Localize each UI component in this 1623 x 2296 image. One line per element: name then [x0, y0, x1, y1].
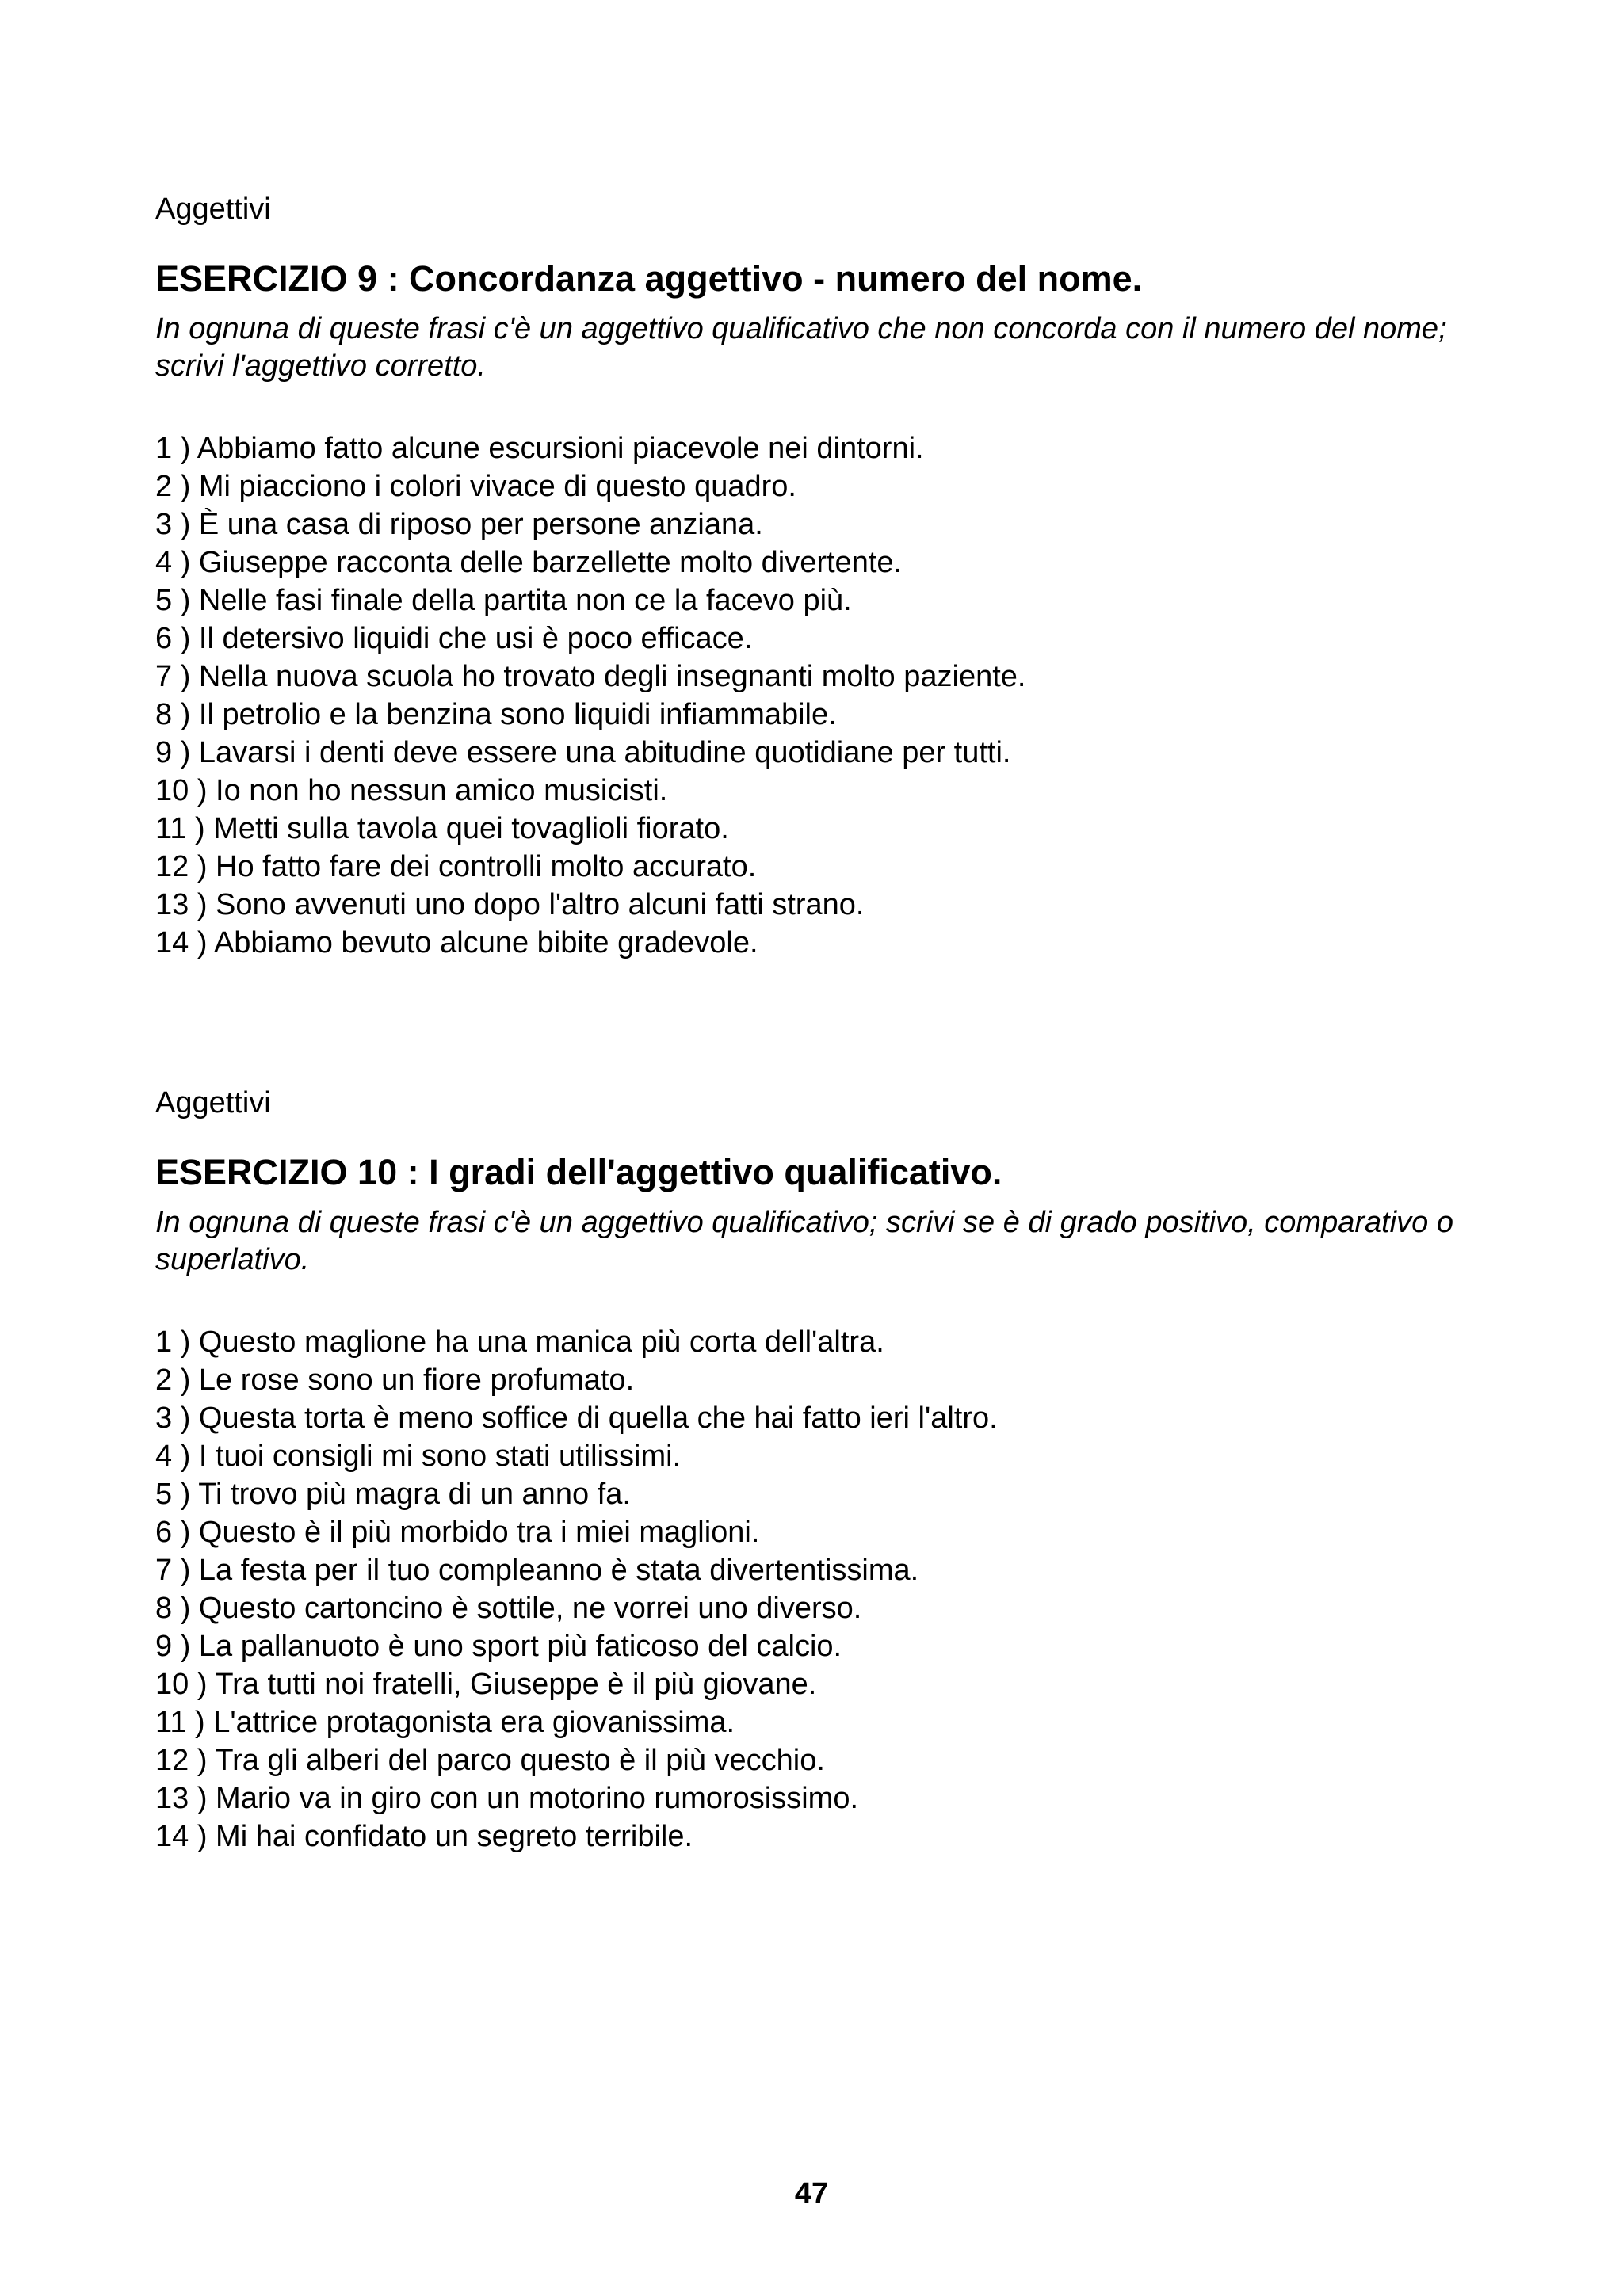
list-item: 11 ) L'attrice protagonista era giovanissima.	[155, 1706, 735, 1739]
exercise-instructions: In ognuna di queste frasi c'è un aggettivo qualificativo; scrivi se è di grado positivo, comparativo o superlativo.	[155, 1206, 1453, 1276]
list-item: 12 ) Ho fatto fare dei controlli molto accurato.	[155, 850, 757, 883]
list-item: 4 ) Giuseppe racconta delle barzellette molto divertente.	[155, 546, 903, 579]
list-item: 7 ) Nella nuova scuola ho trovato degli insegnanti molto paziente.	[155, 660, 1026, 693]
list-item: 2 ) Le rose sono un fiore profumato.	[155, 1363, 635, 1397]
page-number: 47	[794, 2177, 829, 2210]
list-item: 9 ) La pallanuoto è uno sport più faticoso del calcio.	[155, 1630, 842, 1663]
list-item: 5 ) Ti trovo più magra di un anno fa.	[155, 1478, 631, 1511]
exercise-title: ESERCIZIO 10 : I gradi dell'aggettivo qualificativo.	[155, 1152, 1002, 1192]
list-item: 8 ) Il petrolio e la benzina sono liquidi infiammabile.	[155, 698, 837, 731]
list-item: 11 ) Metti sulla tavola quei tovaglioli fiorato.	[155, 812, 729, 845]
list-item: 1 ) Abbiamo fatto alcune escursioni piacevole nei dintorni.	[155, 432, 924, 465]
list-item: 2 ) Mi piacciono i colori vivace di questo quadro.	[155, 470, 796, 503]
list-item: 6 ) Questo è il più morbido tra i miei maglioni.	[155, 1516, 760, 1549]
list-item: 13 ) Mario va in giro con un motorino rumorosissimo.	[155, 1782, 859, 1815]
list-item: 6 ) Il detersivo liquidi che usi è poco efficace.	[155, 622, 753, 655]
exercise-10-section	[155, 1084, 1487, 1855]
exercise-instructions: In ognuna di queste frasi c'è un aggettivo qualificativo che non concorda con il numero del nome; scrivi l'aggettivo corretto.	[155, 312, 1447, 383]
list-item: 14 ) Mi hai confidato un segreto terribile.	[155, 1820, 693, 1853]
list-item: 13 ) Sono avvenuti uno dopo l'altro alcuni fatti strano.	[155, 888, 865, 921]
list-item: 9 ) Lavarsi i denti deve essere una abitudine quotidiane per tutti.	[155, 736, 1011, 769]
list-item: 7 ) La festa per il tuo compleanno è stata divertentissima.	[155, 1554, 919, 1587]
exercise-items-list	[155, 429, 1487, 962]
exercise-items-list	[155, 1323, 1487, 1855]
list-item: 8 ) Questo cartoncino è sottile, ne vorrei uno diverso.	[155, 1592, 862, 1625]
exercise-9-section	[155, 190, 1487, 962]
list-item: 1 ) Questo maglione ha una manica più corta dell'altra.	[155, 1325, 884, 1359]
list-item: 10 ) Tra tutti noi fratelli, Giuseppe è il più giovane.	[155, 1668, 817, 1701]
list-item: 14 ) Abbiamo bevuto alcune bibite gradevole.	[155, 926, 758, 959]
category-label: Aggettivi	[155, 193, 271, 226]
list-item: 3 ) Questa torta è meno soffice di quella che hai fatto ieri l'altro.	[155, 1402, 998, 1435]
exercise-title: ESERCIZIO 9 : Concordanza aggettivo - numero del nome.	[155, 258, 1143, 299]
list-item: 10 ) Io non ho nessun amico musicisti.	[155, 774, 668, 807]
list-item: 12 ) Tra gli alberi del parco questo è il più vecchio.	[155, 1744, 825, 1777]
category-label: Aggettivi	[155, 1086, 271, 1119]
list-item: 3 ) È una casa di riposo per persone anziana.	[155, 508, 763, 541]
list-item: 4 ) I tuoi consigli mi sono stati utilissimi.	[155, 1440, 682, 1473]
list-item: 5 ) Nelle fasi finale della partita non ce la facevo più.	[155, 584, 852, 617]
